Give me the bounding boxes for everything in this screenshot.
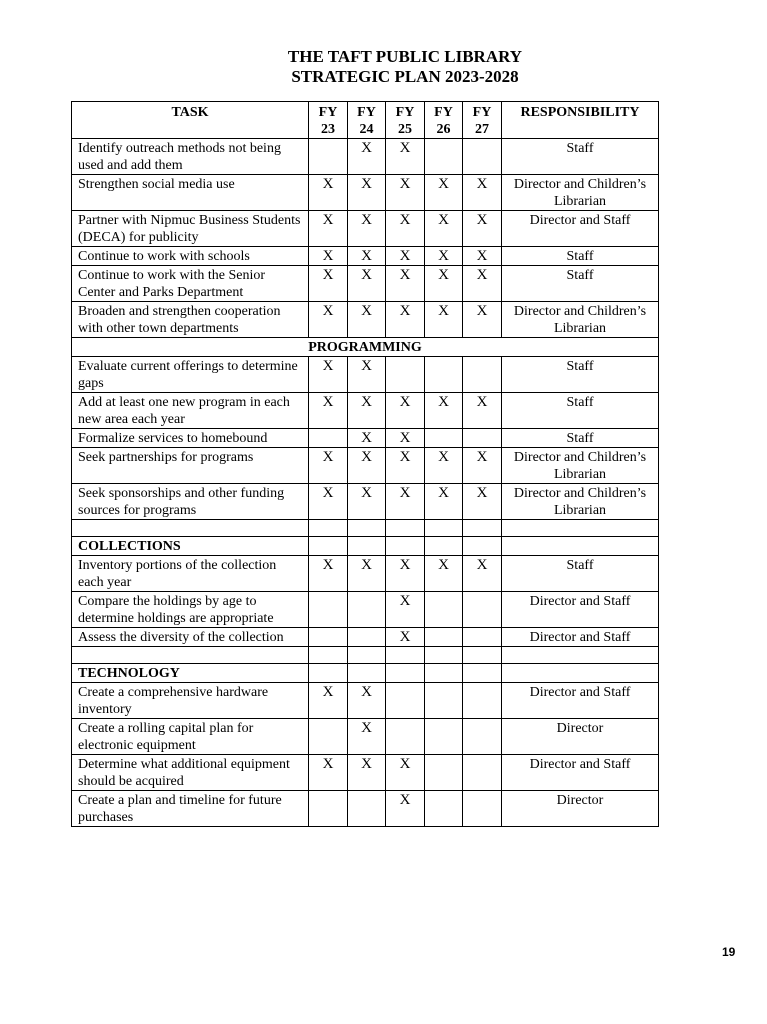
- fy-mark-cell: X: [386, 592, 425, 628]
- empty-cell: [386, 647, 425, 664]
- fy-mark-cell: X: [309, 393, 348, 429]
- fy-mark-cell: X: [309, 683, 348, 719]
- task-cell: Assess the diversity of the collection: [72, 628, 309, 647]
- task-cell: Create a rolling capital plan for electronic equipment: [72, 719, 309, 755]
- responsibility-cell: Director and Children’s Librarian: [502, 302, 659, 338]
- task-cell: Create a plan and timeline for future purchases: [72, 791, 309, 827]
- empty-cell: [348, 537, 386, 556]
- fy-mark-cell: X: [463, 393, 502, 429]
- empty-cell: [463, 664, 502, 683]
- fy-mark-cell: [425, 429, 463, 448]
- fy-mark-cell: X: [425, 556, 463, 592]
- fy-mark-cell: X: [463, 302, 502, 338]
- fy-mark-cell: X: [386, 556, 425, 592]
- fy-mark-cell: X: [386, 429, 425, 448]
- responsibility-cell: Director and Staff: [502, 211, 659, 247]
- task-cell: Evaluate current offerings to determine gaps: [72, 357, 309, 393]
- header-responsibility: RESPONSIBILITY: [502, 102, 659, 139]
- empty-cell: [386, 664, 425, 683]
- table-row: [72, 683, 659, 719]
- header-row: [72, 102, 659, 139]
- fy-mark-cell: X: [348, 266, 386, 302]
- fy-mark-cell: [309, 791, 348, 827]
- table-row: [72, 755, 659, 791]
- fy-mark-cell: X: [348, 211, 386, 247]
- empty-cell: [72, 647, 309, 664]
- empty-cell: [425, 537, 463, 556]
- empty-cell: [309, 537, 348, 556]
- fy-mark-cell: [463, 719, 502, 755]
- fy-mark-cell: [425, 628, 463, 647]
- fy-mark-cell: X: [463, 448, 502, 484]
- empty-cell: [502, 520, 659, 537]
- fy-mark-cell: [425, 791, 463, 827]
- fy-mark-cell: X: [348, 755, 386, 791]
- table-row: [72, 719, 659, 755]
- fy-mark-cell: X: [348, 393, 386, 429]
- header-fy-26: FY 26: [425, 102, 463, 139]
- table-body: [72, 139, 659, 827]
- fy-mark-cell: [348, 628, 386, 647]
- table-row: [72, 139, 659, 175]
- table-row: [72, 175, 659, 211]
- fy-mark-cell: [463, 592, 502, 628]
- header-fy-23: FY 23: [309, 102, 348, 139]
- responsibility-cell: Staff: [502, 266, 659, 302]
- fy-mark-cell: X: [425, 211, 463, 247]
- table-row: [72, 266, 659, 302]
- fy-mark-cell: X: [309, 448, 348, 484]
- fy-mark-cell: [309, 628, 348, 647]
- fy-mark-cell: X: [309, 357, 348, 393]
- empty-cell: [309, 520, 348, 537]
- section-row: [72, 537, 659, 556]
- fy-mark-cell: X: [348, 429, 386, 448]
- fy-mark-cell: X: [309, 484, 348, 520]
- table-row: [72, 393, 659, 429]
- header-fy-24: FY 24: [348, 102, 386, 139]
- empty-cell: [502, 664, 659, 683]
- fy-mark-cell: [463, 683, 502, 719]
- fy-mark-cell: X: [309, 247, 348, 266]
- fy-mark-cell: [463, 139, 502, 175]
- fy-mark-cell: X: [386, 628, 425, 647]
- responsibility-cell: Director and Children’s Librarian: [502, 175, 659, 211]
- responsibility-cell: Director and Staff: [502, 628, 659, 647]
- fy-mark-cell: X: [386, 302, 425, 338]
- section-heading: TECHNOLOGY: [72, 664, 309, 683]
- responsibility-cell: Director and Children’s Librarian: [502, 448, 659, 484]
- title-line-2: STRATEGIC PLAN 2023-2028: [291, 67, 519, 86]
- empty-cell: [463, 520, 502, 537]
- fy-mark-cell: X: [386, 393, 425, 429]
- fy-mark-cell: X: [386, 247, 425, 266]
- document-title: [0, 47, 767, 87]
- blank-row: [72, 520, 659, 537]
- section-row: [72, 664, 659, 683]
- section-heading: COLLECTIONS: [72, 537, 309, 556]
- fy-mark-cell: X: [348, 719, 386, 755]
- empty-cell: [463, 537, 502, 556]
- table-row: [72, 247, 659, 266]
- fy-mark-cell: X: [309, 266, 348, 302]
- table-row: [72, 211, 659, 247]
- empty-cell: [502, 537, 659, 556]
- fy-mark-cell: X: [386, 791, 425, 827]
- responsibility-cell: Staff: [502, 556, 659, 592]
- table-row: [72, 302, 659, 338]
- header-task: TASK: [72, 102, 309, 139]
- table-row: [72, 556, 659, 592]
- responsibility-cell: Director and Staff: [502, 755, 659, 791]
- empty-cell: [348, 664, 386, 683]
- strategic-plan-table: [71, 101, 659, 827]
- fy-mark-cell: [386, 357, 425, 393]
- fy-mark-cell: [463, 357, 502, 393]
- fy-mark-cell: X: [309, 175, 348, 211]
- blank-row: [72, 647, 659, 664]
- fy-mark-cell: X: [348, 448, 386, 484]
- responsibility-cell: Director and Children’s Librarian: [502, 484, 659, 520]
- table-row: [72, 791, 659, 827]
- fy-mark-cell: X: [348, 484, 386, 520]
- fy-mark-cell: [463, 791, 502, 827]
- fy-mark-cell: X: [386, 139, 425, 175]
- fy-mark-cell: X: [463, 175, 502, 211]
- task-cell: Compare the holdings by age to determine holdings are appropriate: [72, 592, 309, 628]
- fy-mark-cell: X: [425, 175, 463, 211]
- fy-mark-cell: [425, 357, 463, 393]
- fy-mark-cell: X: [309, 556, 348, 592]
- responsibility-cell: Director: [502, 791, 659, 827]
- table-row: [72, 628, 659, 647]
- section-row: [72, 338, 659, 357]
- empty-cell: [502, 647, 659, 664]
- fy-mark-cell: X: [463, 266, 502, 302]
- fy-mark-cell: X: [309, 211, 348, 247]
- task-cell: Seek sponsorships and other funding sources for programs: [72, 484, 309, 520]
- empty-cell: [386, 520, 425, 537]
- responsibility-cell: Director and Staff: [502, 592, 659, 628]
- table-row: [72, 429, 659, 448]
- fy-mark-cell: [463, 755, 502, 791]
- fy-mark-cell: X: [348, 357, 386, 393]
- fy-mark-cell: X: [386, 755, 425, 791]
- task-cell: Formalize services to homebound: [72, 429, 309, 448]
- fy-mark-cell: X: [348, 683, 386, 719]
- fy-mark-cell: X: [348, 175, 386, 211]
- fy-mark-cell: X: [425, 266, 463, 302]
- task-cell: Seek partnerships for programs: [72, 448, 309, 484]
- responsibility-cell: Director and Staff: [502, 683, 659, 719]
- fy-mark-cell: [386, 719, 425, 755]
- section-heading: PROGRAMMING: [72, 338, 659, 357]
- fy-mark-cell: X: [386, 266, 425, 302]
- fy-mark-cell: [463, 429, 502, 448]
- fy-mark-cell: X: [463, 484, 502, 520]
- fy-mark-cell: [425, 755, 463, 791]
- fy-mark-cell: X: [348, 556, 386, 592]
- fy-mark-cell: X: [425, 393, 463, 429]
- fy-mark-cell: [348, 791, 386, 827]
- task-cell: Inventory portions of the collection each year: [72, 556, 309, 592]
- empty-cell: [309, 647, 348, 664]
- empty-cell: [425, 647, 463, 664]
- task-cell: Continue to work with schools: [72, 247, 309, 266]
- table-row: [72, 484, 659, 520]
- fy-mark-cell: [425, 592, 463, 628]
- empty-cell: [425, 520, 463, 537]
- fy-mark-cell: X: [348, 302, 386, 338]
- fy-mark-cell: X: [386, 448, 425, 484]
- fy-mark-cell: X: [425, 448, 463, 484]
- empty-cell: [72, 520, 309, 537]
- fy-mark-cell: X: [348, 139, 386, 175]
- task-cell: Add at least one new program in each new area each year: [72, 393, 309, 429]
- fy-mark-cell: X: [463, 211, 502, 247]
- table-row: [72, 448, 659, 484]
- fy-mark-cell: X: [386, 211, 425, 247]
- task-cell: Determine what additional equipment should be acquired: [72, 755, 309, 791]
- empty-cell: [348, 647, 386, 664]
- fy-mark-cell: [348, 592, 386, 628]
- task-cell: Create a comprehensive hardware inventory: [72, 683, 309, 719]
- fy-mark-cell: X: [386, 175, 425, 211]
- fy-mark-cell: [425, 719, 463, 755]
- empty-cell: [309, 664, 348, 683]
- fy-mark-cell: [425, 139, 463, 175]
- fy-mark-cell: X: [386, 484, 425, 520]
- header-fy-27: FY 27: [463, 102, 502, 139]
- fy-mark-cell: X: [425, 247, 463, 266]
- fy-mark-cell: [309, 719, 348, 755]
- table-row: [72, 592, 659, 628]
- task-cell: Continue to work with the Senior Center and Parks Department: [72, 266, 309, 302]
- fy-mark-cell: X: [425, 302, 463, 338]
- page-number: 19: [722, 945, 736, 959]
- empty-cell: [386, 537, 425, 556]
- fy-mark-cell: [463, 628, 502, 647]
- fy-mark-cell: X: [463, 247, 502, 266]
- empty-cell: [463, 647, 502, 664]
- fy-mark-cell: [386, 683, 425, 719]
- task-cell: Broaden and strengthen cooperation with other town departments: [72, 302, 309, 338]
- fy-mark-cell: [309, 592, 348, 628]
- task-cell: Identify outreach methods not being used and add them: [72, 139, 309, 175]
- task-cell: Strengthen social media use: [72, 175, 309, 211]
- table-row: [72, 357, 659, 393]
- fy-mark-cell: [309, 429, 348, 448]
- fy-mark-cell: [425, 683, 463, 719]
- responsibility-cell: Staff: [502, 357, 659, 393]
- fy-mark-cell: X: [463, 556, 502, 592]
- empty-cell: [425, 664, 463, 683]
- responsibility-cell: Staff: [502, 393, 659, 429]
- fy-mark-cell: X: [309, 302, 348, 338]
- empty-cell: [348, 520, 386, 537]
- responsibility-cell: Staff: [502, 247, 659, 266]
- fy-mark-cell: X: [425, 484, 463, 520]
- responsibility-cell: Staff: [502, 139, 659, 175]
- fy-mark-cell: [309, 139, 348, 175]
- fy-mark-cell: X: [309, 755, 348, 791]
- fy-mark-cell: X: [348, 247, 386, 266]
- responsibility-cell: Staff: [502, 429, 659, 448]
- header-fy-25: FY 25: [386, 102, 425, 139]
- task-cell: Partner with Nipmuc Business Students (DECA) for publicity: [72, 211, 309, 247]
- responsibility-cell: Director: [502, 719, 659, 755]
- title-line-1: THE TAFT PUBLIC LIBRARY: [287, 47, 523, 66]
